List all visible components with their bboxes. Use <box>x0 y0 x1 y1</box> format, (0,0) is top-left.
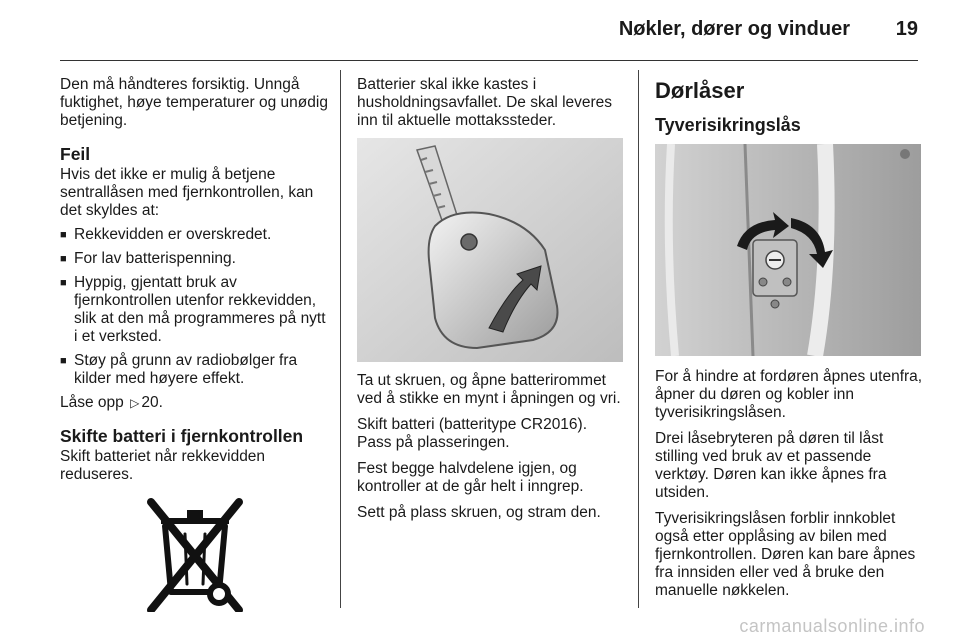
column-divider <box>638 70 639 608</box>
lock-paragraph: Tyverisikringslåsen forblir innkoblet også etter opplåsing av bilen med fjernkontrollen. Døren kan bare åpnes fra innsiden eller ved å bruke den manuelle nøkkelen. <box>655 510 916 599</box>
page-number: 19 <box>895 18 918 40</box>
fault-paragraph: Hvis det ikke er mulig å betjene sentrallåsen med fjernkontrollen, kan det skyldes at: <box>60 166 314 219</box>
step-paragraph: Fest begge halvdelene igjen, og kontroller at de går helt i inngrep. <box>357 460 584 495</box>
bullet-mark: ■ <box>60 355 67 367</box>
crossed-bin-icon <box>60 492 330 612</box>
page-header-title: Nøkler, dører og vinduer <box>618 18 850 40</box>
list-item: ■ For lav batterispenning. <box>60 250 236 267</box>
column-middle <box>357 76 623 530</box>
step-paragraph: Ta ut skruen, og åpne batterirommet ved å stikke en mynt i åpningen og vri. <box>357 372 621 407</box>
intro-paragraph: Den må håndteres forsiktig. Unngå fuktighet, høye temperaturer og unødig betjening. <box>60 76 328 129</box>
bullet-mark: ■ <box>60 253 67 265</box>
column-left <box>60 76 330 612</box>
lock-paragraph: Drei låsebryteren på døren til låst stilling ved bruk av et passende verktøy. Døren kan ikke åpnes fra utsiden. <box>655 430 887 501</box>
header-rule <box>60 60 918 61</box>
bullet-mark: ■ <box>60 229 67 241</box>
unlock-reference[interactable]: Låse opp ▷ 20. <box>60 394 163 411</box>
list-item: ■ Hyppig, gjentatt bruk av fjernkontrollen utenfor rekkevidden, slik at den må programmeres på nytt i et verksted. <box>60 274 326 345</box>
bullet-mark: ■ <box>60 277 67 289</box>
disposal-paragraph: Batterier skal ikke kastes i husholdningsavfallet. De skal leveres inn til aktuelle mottakssteder. <box>357 76 613 129</box>
step-paragraph: Sett på plass skruen, og stram den. <box>357 504 601 521</box>
column-right <box>655 76 923 608</box>
subsection-heading: Tyverisikringslås <box>655 115 801 135</box>
step-paragraph: Skift batteri (batteritype CR2016). Pass på plasseringen. <box>357 416 588 451</box>
lock-paragraph: For å hindre at fordøren åpnes utenfra, åpner du døren og kobler inn tyverisikringslåsen. <box>655 368 923 421</box>
child-lock-illustration <box>655 144 921 356</box>
fault-list <box>60 226 330 388</box>
battery-paragraph: Skift batteriet når rekkevidden reduseres. <box>60 448 266 483</box>
remote-key-illustration <box>357 138 623 362</box>
column-divider <box>340 70 341 608</box>
fault-heading: Feil <box>60 144 91 164</box>
section-heading: Dørlåser <box>655 78 745 103</box>
watermark: carmanualsonline.info <box>739 616 925 636</box>
battery-heading: Skifte batteri i fjernkontrollen <box>60 426 304 446</box>
reference-arrow-icon: ▷ <box>130 396 140 410</box>
list-item: ■ Støy på grunn av radiobølger fra kilder med høyere effekt. <box>60 352 298 387</box>
list-item: ■ Rekkevidden er overskredet. <box>60 226 272 243</box>
